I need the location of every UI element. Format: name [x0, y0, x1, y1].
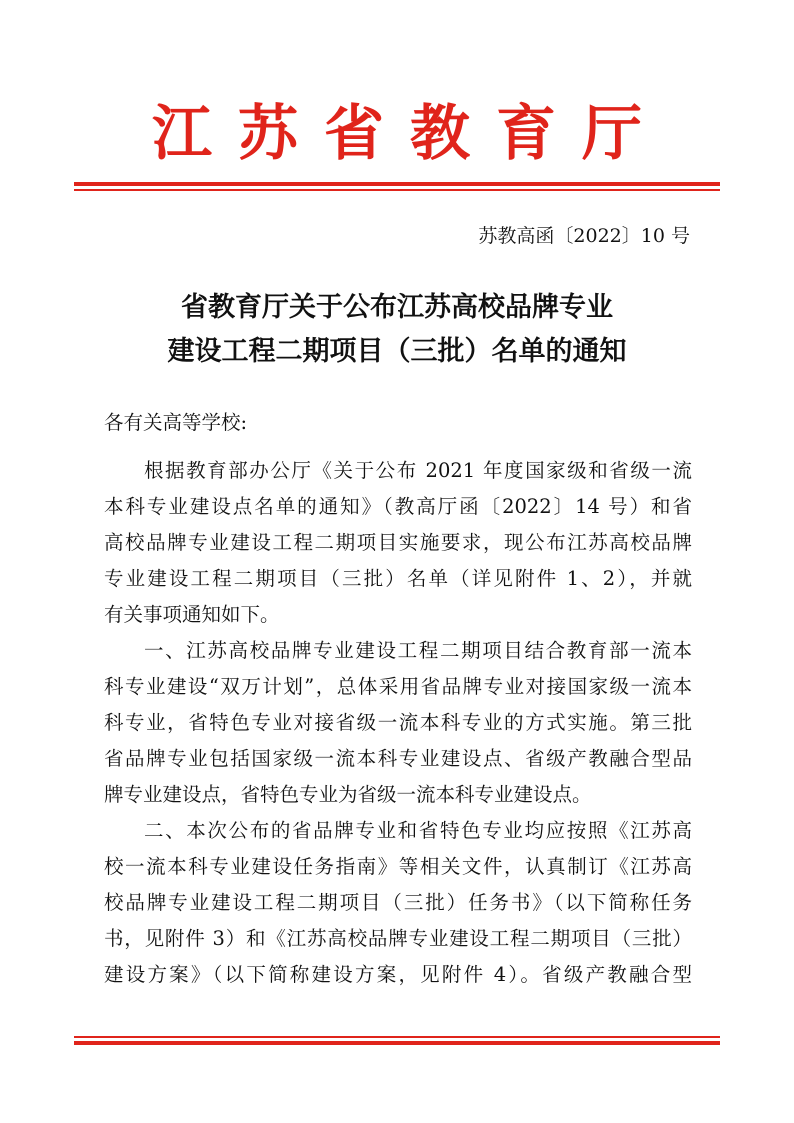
- masthead-rule-thin: [74, 189, 720, 191]
- paragraph-2-line: 牌专业建设点，省特色专业为省级一流本科专业建设点。: [104, 783, 592, 806]
- paragraph-2-line: 科专业建设“双万计划”，总体采用省品牌专业对接国家级一流本: [104, 675, 692, 698]
- paragraph-2-line: 省品牌专业包括国家级一流本科专业建设点、省级产教融合型品: [104, 747, 692, 770]
- document-number: 苏教高函〔2022〕10 号: [478, 225, 690, 247]
- paragraph-1-line: 有关事项通知如下。: [104, 603, 280, 626]
- paragraph-3-line: 建设方案》（以下简称建设方案，见附件 4）。省级产教融合型: [104, 963, 692, 986]
- paragraph-2-line: 一、江苏高校品牌专业建设工程二期项目结合教育部一流本: [144, 639, 692, 662]
- paragraph-3-line: 二、本次公布的省品牌专业和省特色专业均应按照《江苏高: [144, 819, 692, 842]
- paragraph-3-line: 校一流本科专业建设任务指南》等相关文件，认真制订《江苏高: [104, 855, 692, 878]
- paragraph-1-line: 本科专业建设点名单的通知》（教高厅函〔2022〕14 号）和省: [104, 495, 692, 518]
- paragraph-1-line: 根据教育部办公厅《关于公布 2021 年度国家级和省级一流: [144, 459, 692, 482]
- salutation: 各有关高等学校:: [104, 411, 248, 434]
- paragraph-2-line: 科专业，省特色专业对接省级一流本科专业的方式实施。第三批: [104, 711, 692, 734]
- masthead-rule-thick: [74, 182, 720, 186]
- document-title-line-1: 省教育厅关于公布江苏高校品牌专业: [181, 292, 613, 323]
- footer-rule-thin: [74, 1036, 720, 1038]
- paragraph-1-line: 高校品牌专业建设工程二期项目实施要求，现公布江苏高校品牌: [104, 531, 692, 554]
- masthead-title: 江苏省教育厅: [152, 99, 668, 169]
- document-title-line-2: 建设工程二期项目（三批）名单的通知: [167, 336, 627, 367]
- paragraph-1-line: 专业建设工程二期项目（三批）名单（详见附件 1、2），并就: [104, 567, 692, 590]
- footer-rule-thick: [74, 1041, 720, 1045]
- paragraph-3-line: 校品牌专业建设工程二期项目（三批）任务书》（以下简称任务: [104, 891, 692, 914]
- paragraph-3-line: 书，见附件 3）和《江苏高校品牌专业建设工程二期项目（三批）: [104, 927, 692, 950]
